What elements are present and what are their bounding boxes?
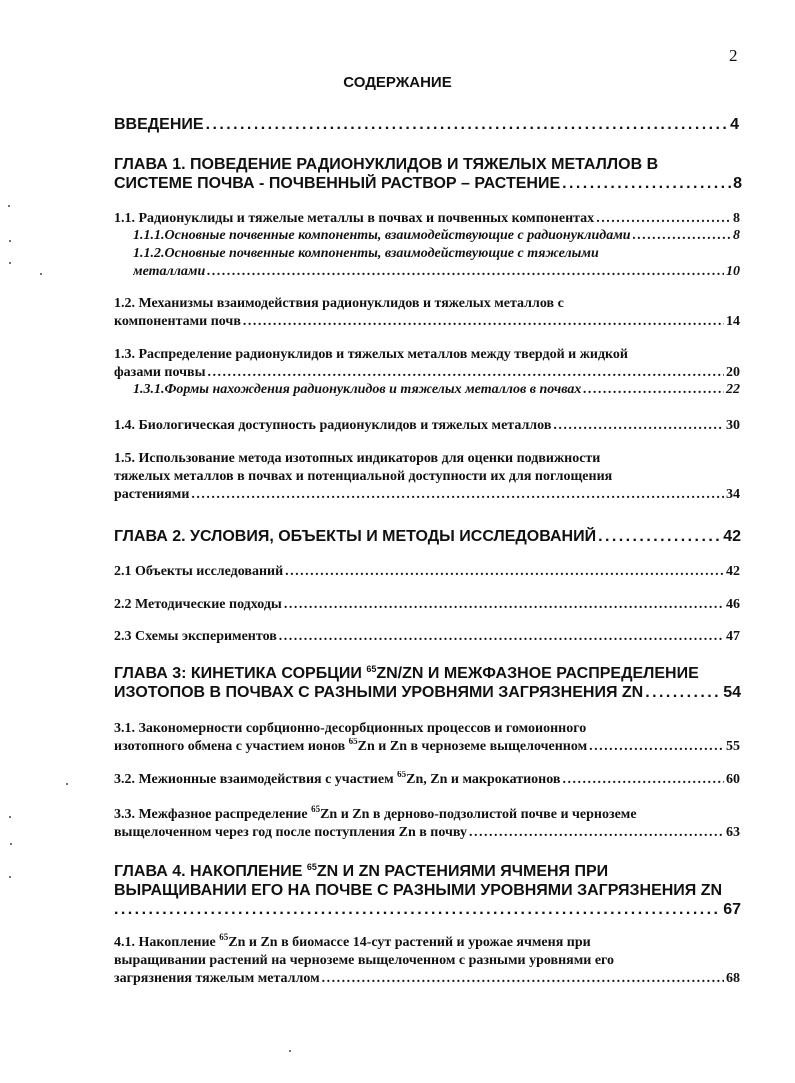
entry-title-line-1: 3.1. Закономерности сорбционно-десорбционных процессов и гомоионного — [114, 721, 587, 736]
toc-entry-1-2 — [114, 295, 740, 331]
scan-speck — [289, 1050, 291, 1052]
scan-speck — [9, 262, 11, 264]
toc-entry-chapter-1 — [114, 155, 742, 193]
entry-title-line-2-end: Zn и Zn в черноземе выщелоченном — [357, 739, 588, 754]
toc-entry-chapter-3 — [114, 664, 741, 702]
entry-title: 1.1.1.Основные почвенные компоненты, взаимодействующие с радионуклидами — [133, 228, 631, 243]
entry-title-line-1: ГЛАВА 1. ПОВЕДЕНИЕ РАДИОНУКЛИДОВ И ТЯЖЕЛЫХ МЕТАЛЛОВ В — [114, 156, 659, 173]
entry-title: 2.2 Методические подходы — [114, 597, 282, 612]
entry-title-line-1-end: Zn и Zn в дерново-подзолистой почве и черноземе — [320, 807, 637, 822]
entry-page: 67 — [723, 901, 741, 918]
toc-entry-1-5 — [114, 450, 740, 504]
scan-speck — [9, 816, 11, 818]
scan-speck — [8, 205, 10, 207]
entry-page: 54 — [723, 684, 741, 701]
entry-page: 4 — [730, 116, 739, 133]
page-title: СОДЕРЖАНИЕ — [343, 74, 452, 91]
entry-title: 2.1 Объекты исследований — [114, 564, 284, 579]
entry-title-line-2: металлами — [133, 264, 206, 279]
entry-page: 60 — [726, 772, 740, 787]
entry-page: 47 — [726, 629, 740, 644]
toc-entry-3-3 — [114, 806, 740, 842]
entry-title: 1.1. Радионуклиды и тяжелые металлы в почвах и почвенных компонентах — [114, 211, 595, 226]
isotope-mass-number: 65 — [306, 862, 317, 872]
entry-title-line-3: растениями — [114, 487, 190, 502]
entry-page: 63 — [726, 825, 740, 840]
entry-title: 1.3.1.Формы нахождения радионуклидов и тяжелых металлов в почвах — [133, 382, 582, 397]
entry-page: 14 — [726, 314, 740, 329]
isotope-mass-number: 65 — [397, 771, 407, 779]
toc-entry-intro — [114, 115, 739, 134]
entry-title-line-1-start: 3.3. Межфазное распределение — [114, 807, 312, 822]
entry-title-line-1: 1.5. Использование метода изотопных индикаторов для оценки подвижности — [114, 451, 601, 466]
toc-entry-2-2 — [114, 596, 740, 614]
scan-speck — [10, 843, 12, 845]
scan-speck — [9, 876, 11, 878]
entry-page: 68 — [726, 971, 740, 986]
entry-title-line-1: 1.3. Распределение радионуклидов и тяжелых металлов между твердой и жидкой — [114, 347, 628, 362]
isotope-mass-number: 65 — [311, 804, 321, 814]
entry-title-line-2: фазами почвы — [114, 365, 206, 380]
entry-title-line-1: 1.1.2.Основные почвенные компоненты, взаимодействующие с тяжелыми — [133, 246, 599, 261]
toc-entry-3-1 — [114, 720, 740, 756]
isotope-mass-number: 65 — [219, 932, 229, 942]
entry-title: ВВЕДЕНИЕ — [114, 116, 204, 133]
toc-entry-3-2 — [114, 771, 740, 789]
entry-title: ГЛАВА 2. УСЛОВИЯ, ОБЪЕКТЫ И МЕТОДЫ ИССЛЕДОВАНИЙ — [114, 528, 597, 545]
entry-title-line-2: выщелоченном через год после поступления Zn в почву — [114, 825, 467, 840]
scan-speck — [9, 240, 11, 242]
toc-entry-chapter-2 — [114, 527, 741, 546]
entry-page: 8 — [733, 228, 740, 243]
page-number: 2 — [729, 46, 738, 65]
entry-title-end: Zn, Zn и макрокатионов — [406, 772, 561, 787]
entry-page: 55 — [726, 739, 740, 754]
entry-page: 10 — [726, 264, 740, 279]
entry-page: 8 — [733, 211, 740, 226]
entry-title-line-1-start: ГЛАВА 4. НАКОПЛЕНИЕ — [114, 863, 307, 880]
entry-title-line-2: компонентами почв — [114, 314, 241, 329]
entry-page: 22 — [726, 382, 740, 397]
toc-entry-1-4 — [114, 417, 740, 435]
entry-page: 46 — [726, 597, 740, 612]
entry-title-line-1-end: ZN/ZN И МЕЖФАЗНОЕ РАСПРЕДЕЛЕНИЕ — [376, 665, 699, 682]
entry-page: 34 — [726, 487, 740, 502]
entry-title: 2.3 Схемы экспериментов — [114, 629, 277, 644]
toc-entry-2-1 — [114, 563, 740, 581]
scan-speck — [40, 273, 42, 275]
toc-entry-1-3 — [114, 346, 740, 382]
scan-speck — [66, 783, 68, 785]
toc-entry-1-1 — [114, 210, 740, 228]
entry-title-start: 3.2. Межионные взаимодействия с участием — [114, 772, 398, 787]
toc-entry-1-3-1 — [133, 381, 740, 399]
entry-title-line-1-start: 4.1. Накопление — [114, 935, 220, 950]
entry-page: 42 — [723, 528, 741, 545]
toc-entry-1-1-2 — [133, 245, 740, 281]
entry-title: 1.4. Биологическая доступность радионуклидов и тяжелых металлов — [114, 418, 552, 433]
entry-page: 20 — [726, 365, 740, 380]
toc-entry-4-1 — [114, 934, 740, 988]
entry-title-line-1-end: Zn и Zn в биомассе 14-сут растений и урожае ячменя при — [228, 935, 591, 950]
entry-title-line-1-start: ГЛАВА 3: КИНЕТИКА СОРБЦИИ — [114, 665, 367, 682]
entry-title-line-2: выращивании растений на черноземе выщелоченном с разными уровнями его — [114, 953, 615, 968]
isotope-mass-number: 65 — [366, 664, 377, 674]
entry-title-line-2-start: изотопного обмена с участием ионов — [114, 739, 349, 754]
isotope-mass-number: 65 — [348, 738, 358, 746]
entry-title-line-1-end: ZN И ZN РАСТЕНИЯМИ ЯЧМЕНЯ ПРИ — [316, 863, 609, 880]
entry-page: 8 — [733, 175, 742, 192]
toc-entry-chapter-4 — [114, 862, 741, 919]
toc-entry-1-1-1 — [133, 227, 740, 245]
entry-page: 42 — [726, 564, 740, 579]
entry-page: 30 — [726, 418, 740, 433]
entry-title-line-1: 1.2. Механизмы взаимодействия радионуклидов и тяжелых металлов с — [114, 296, 564, 311]
entry-title-line-3: загрязнения тяжелым металлом — [114, 971, 320, 986]
entry-title-line-2: СИСТЕМЕ ПОЧВА - ПОЧВЕННЫЙ РАСТВОР – РАСТЕНИЕ — [114, 175, 561, 192]
entry-title-line-2: ВЫРАЩИВАНИИ ЕГО НА ПОЧВЕ С РАЗНЫМИ УРОВНЯМИ ЗАГРЯЗНЕНИЯ ZN — [114, 882, 723, 899]
entry-title-line-2: ИЗОТОПОВ В ПОЧВАХ С РАЗНЫМИ УРОВНЯМИ ЗАГРЯЗНЕНИЯ ZN — [114, 684, 644, 701]
toc-entry-2-3 — [114, 628, 740, 646]
entry-title-line-2: тяжелых металлов в почвах и потенциальной доступности их для поглощения — [114, 469, 613, 484]
